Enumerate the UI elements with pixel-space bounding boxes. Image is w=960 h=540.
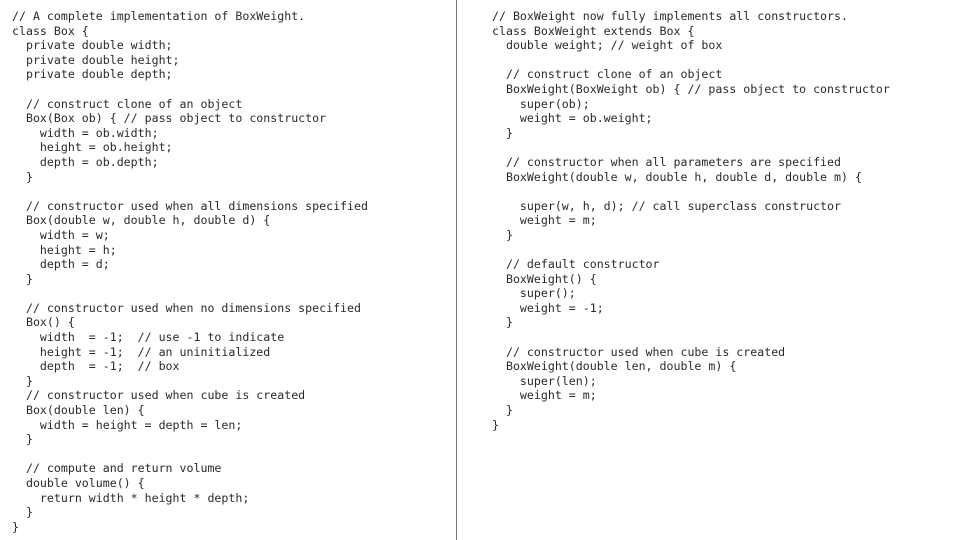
code-line: Box() {	[12, 315, 75, 330]
code-line: class BoxWeight extends Box {	[492, 23, 695, 38]
code-line: }	[12, 373, 33, 388]
code-line: depth = d;	[12, 257, 110, 272]
code-line: // A complete implementation of BoxWeight.	[12, 9, 306, 23]
code-line: weight = ob.weight;	[492, 111, 653, 126]
code-line: weight = -1;	[492, 300, 604, 315]
code-line: weight = m;	[492, 388, 597, 403]
code-line: depth = -1; // box	[12, 359, 180, 374]
code-line: weight = m;	[492, 213, 597, 228]
code-line: }	[492, 417, 499, 432]
code-line: }	[12, 519, 19, 534]
code-line: BoxWeight(double w, double h, double d, double m) {	[492, 169, 862, 184]
code-line: super(ob);	[492, 96, 590, 111]
code-line: // default constructor	[492, 257, 660, 272]
code-line: double volume() {	[12, 476, 145, 490]
code-line: private double depth;	[12, 67, 173, 82]
code-line: // constructor when all parameters are specified	[492, 154, 842, 169]
code-line: class Box {	[12, 23, 89, 38]
left-code-block	[0, 0, 456, 540]
code-line: }	[492, 403, 513, 418]
code-line: }	[492, 315, 513, 330]
code-line	[12, 447, 456, 462]
code-line: Box(double w, double h, double d) {	[12, 213, 271, 228]
code-line: }	[492, 125, 513, 140]
code-line: super();	[492, 286, 576, 301]
code-line: super(len);	[492, 373, 597, 388]
code-line: // construct clone of an object	[492, 67, 723, 82]
code-line: depth = ob.depth;	[12, 154, 159, 169]
code-line: width = height = depth = len;	[12, 417, 243, 432]
code-line: width = -1; // use -1 to indicate	[12, 330, 285, 345]
code-line: // compute and return volume	[12, 461, 222, 476]
code-line: Box(Box ob) { // pass object to constructor	[12, 111, 327, 126]
code-line: width = w;	[12, 227, 110, 242]
code-line: height = ob.height;	[12, 140, 173, 155]
code-line: private double height;	[12, 52, 180, 67]
code-line: }	[12, 271, 33, 286]
right-code-block	[458, 0, 960, 540]
code-line	[492, 53, 960, 68]
code-line: return width * height * depth;	[12, 490, 250, 505]
code-line: BoxWeight() {	[492, 271, 597, 286]
code-line	[492, 140, 960, 155]
code-line: private double width;	[12, 38, 173, 53]
code-line	[492, 184, 960, 199]
code-line: height = -1; // an uninitialized	[12, 344, 271, 359]
code-line: BoxWeight(BoxWeight ob) { // pass object to constructor	[492, 81, 890, 96]
code-line: // BoxWeight now fully implements all constructors.	[492, 9, 848, 23]
code-line: width = ob.width;	[12, 125, 159, 140]
code-line: Box(double len) {	[12, 403, 145, 418]
code-line	[12, 286, 456, 301]
code-line	[12, 184, 456, 199]
column-divider	[456, 0, 457, 540]
code-line: BoxWeight(double len, double m) {	[492, 359, 737, 374]
code-line: height = h;	[12, 242, 117, 257]
code-line: // constructor used when cube is created	[492, 344, 786, 359]
code-line: }	[12, 505, 33, 520]
code-line: // constructor used when all dimensions specified	[12, 198, 368, 213]
code-line: }	[492, 227, 513, 242]
code-line: double weight; // weight of box	[492, 38, 723, 53]
code-line: }	[12, 169, 33, 184]
code-line: }	[12, 432, 33, 447]
code-line: // constructor used when cube is created	[12, 388, 306, 403]
code-line	[12, 82, 456, 97]
code-line: // construct clone of an object	[12, 96, 243, 111]
code-line: // constructor used when no dimensions specified	[12, 300, 362, 315]
code-line: super(w, h, d); // call superclass constructor	[492, 198, 842, 213]
code-line	[492, 330, 960, 345]
code-line	[492, 243, 960, 258]
